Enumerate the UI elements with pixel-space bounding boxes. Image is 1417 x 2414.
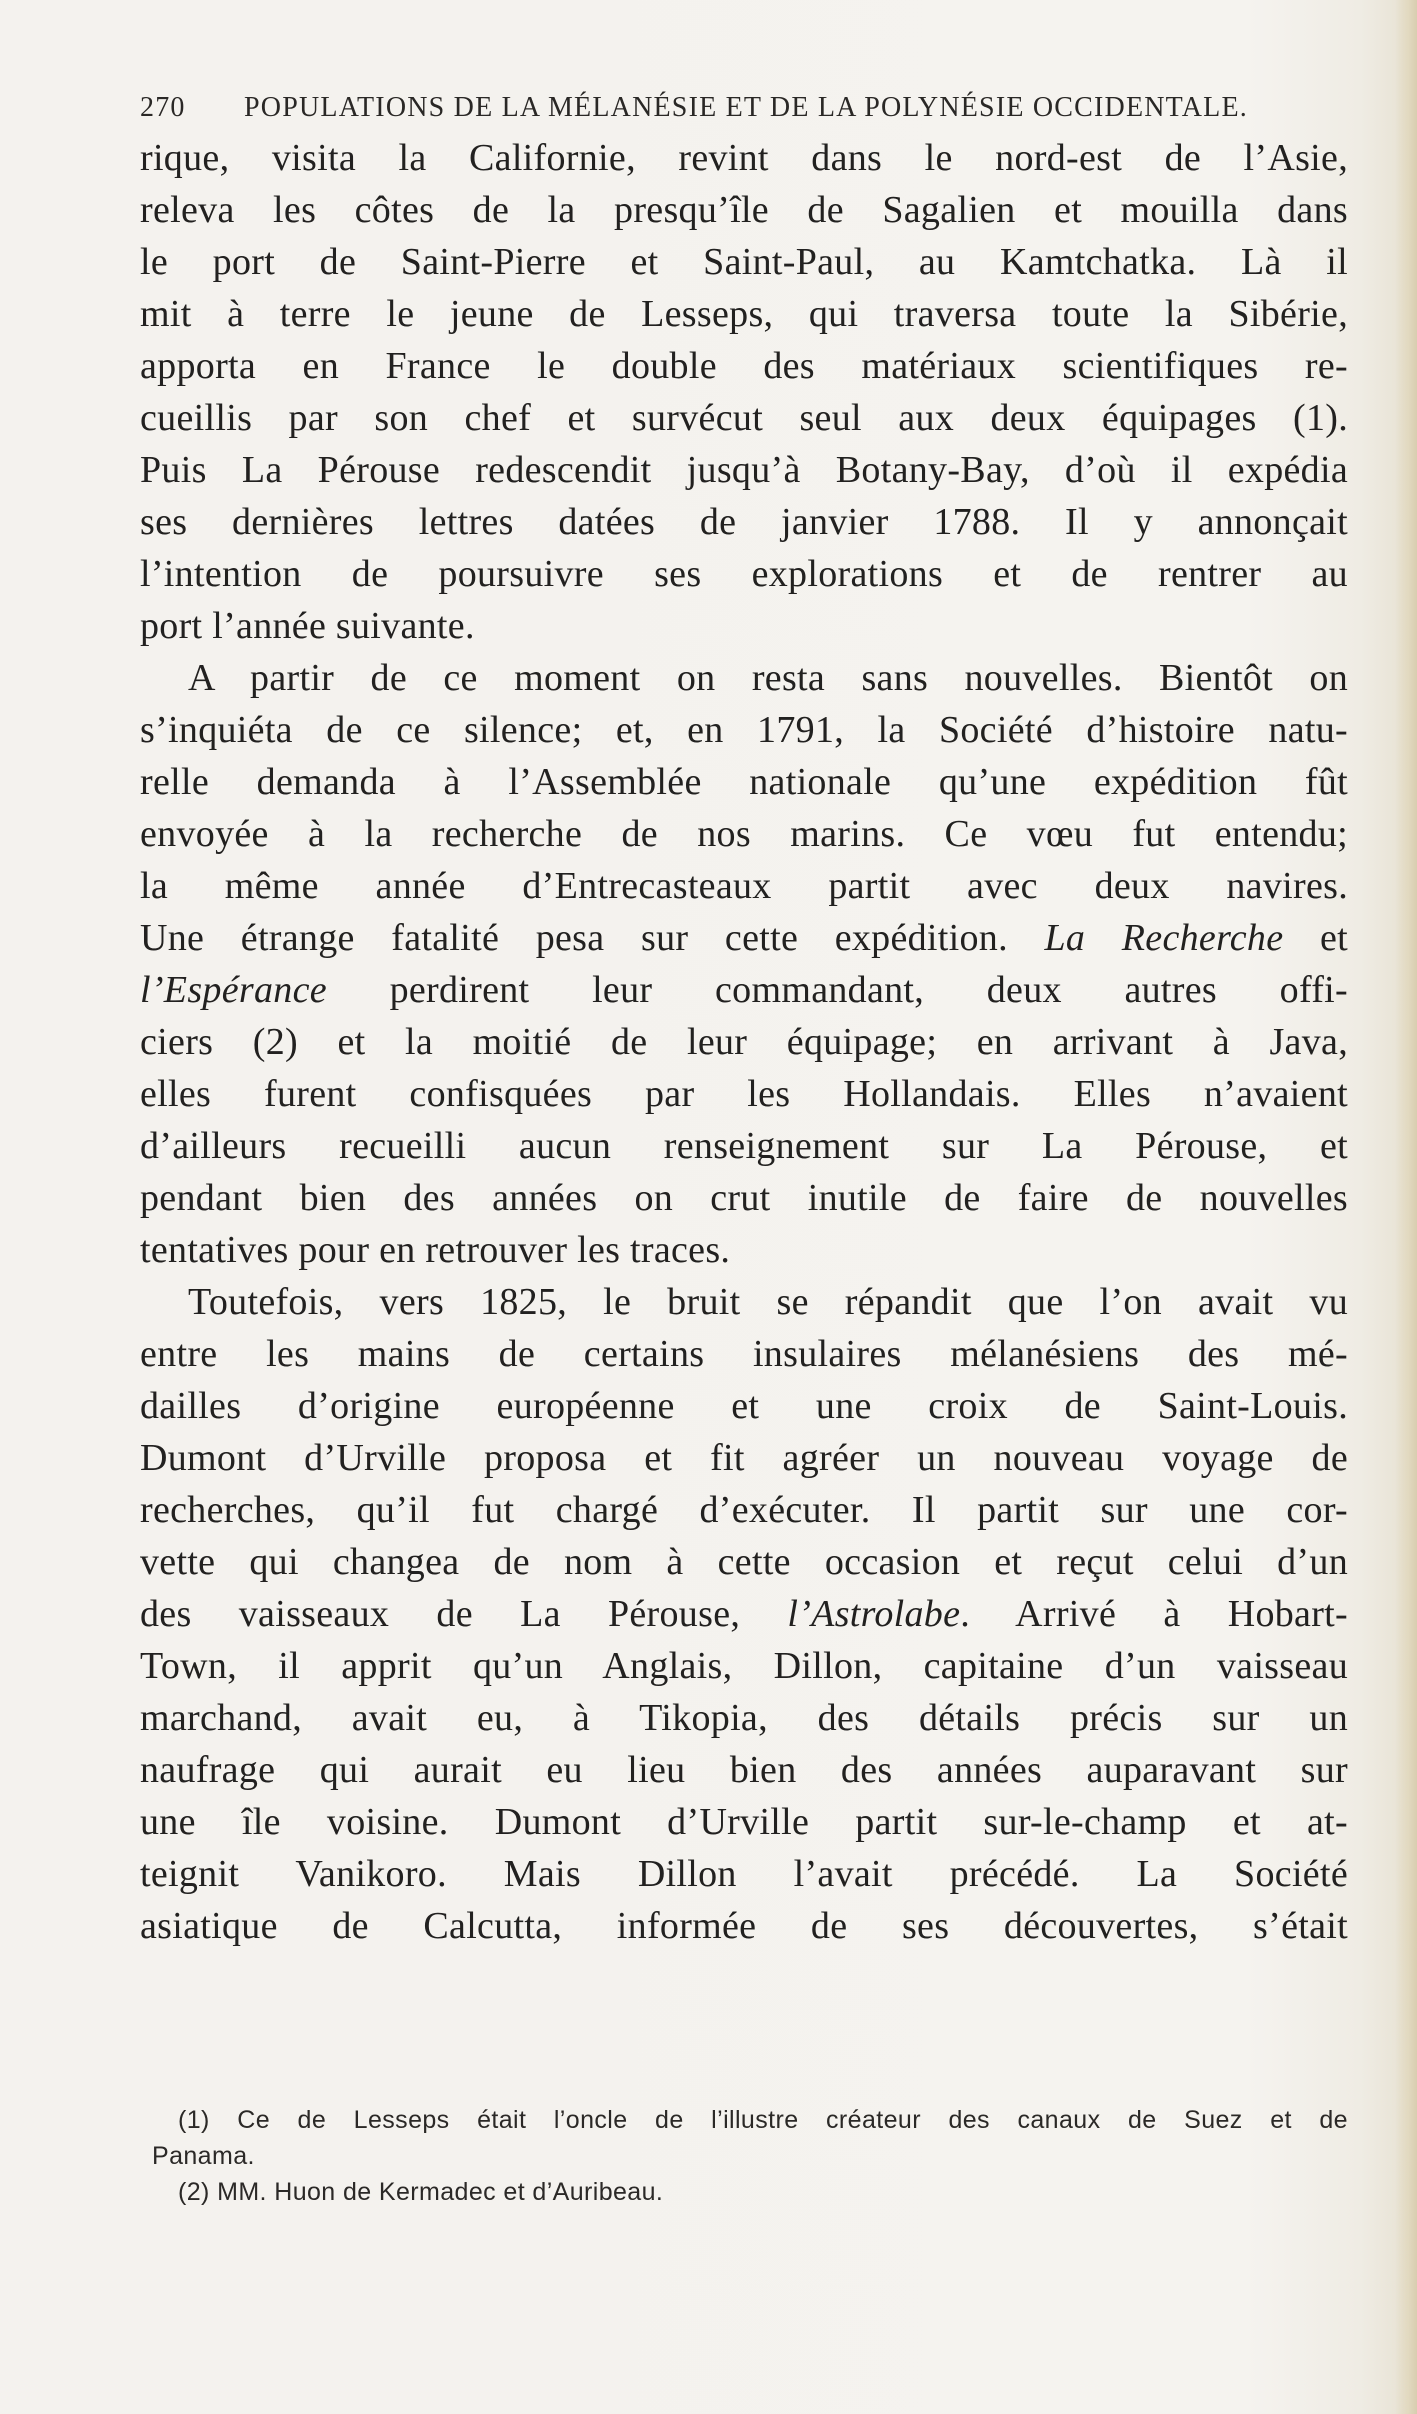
text-line: relle demanda à l’Assemblée nationale qu’une expédition fût <box>140 761 1348 803</box>
page-number: 270 <box>140 92 186 123</box>
text-line: rique, visita la Californie, revint dans le nord-est de l’Asie, <box>140 137 1348 179</box>
text-line: cueillis par son chef et survécut seul aux deux équipages (1). <box>140 397 1348 439</box>
text-line <box>140 912 1348 964</box>
text-line: envoyée à la recherche de nos marins. Ce vœu fut entendu; <box>140 813 1348 855</box>
running-header <box>140 92 1350 132</box>
text-line: naufrage qui aurait eu lieu bien des années auparavant sur <box>140 1749 1348 1791</box>
ship-name-italic: l’Astrolabe <box>787 1593 961 1635</box>
text-line: s’inquiéta de ce silence; et, en 1791, la Société d’histoire natu- <box>140 709 1348 751</box>
text-line: une île voisine. Dumont d’Urville partit sur-le-champ et at- <box>140 1801 1348 1843</box>
page-edge-shadow <box>1395 0 1417 2414</box>
text-line: apporta en France le double des matériaux scientifiques re- <box>140 345 1348 387</box>
text-line <box>140 1588 1348 1640</box>
text-line: marchand, avait eu, à Tikopia, des détails précis sur un <box>140 1697 1348 1739</box>
text-line: pendant bien des années on crut inutile de faire de nouvelles <box>140 1177 1348 1219</box>
text-fragment: des vaisseaux de La Pérouse, <box>140 1593 788 1635</box>
text-fragment: Une étrange fatalité pesa sur cette expédition. <box>140 917 1045 959</box>
text-line: elles furent confisquées par les Hollandais. Elles n’avaient <box>140 1073 1348 1115</box>
ship-name-italic: l’Espérance <box>140 969 327 1011</box>
text-line: Dumont d’Urville proposa et fit agréer un nouveau voyage de <box>140 1437 1348 1479</box>
text-line: teignit Vanikoro. Mais Dillon l’avait précédé. La Société <box>140 1853 1348 1895</box>
footnotes <box>140 2102 1348 2210</box>
text-fragment: perdirent leur commandant, deux autres offi- <box>326 969 1348 1011</box>
body-text <box>140 132 1348 1952</box>
text-fragment: et <box>1283 917 1348 959</box>
text-line: dailles d’origine européenne et une croix de Saint-Louis. <box>140 1385 1348 1427</box>
text-line <box>140 964 1348 1016</box>
text-line: Toutefois, vers 1825, le bruit se répandit que l’on avait vu <box>188 1281 1348 1323</box>
text-line: Town, il apprit qu’un Anglais, Dillon, capitaine d’un vaisseau <box>140 1645 1348 1687</box>
running-title: POPULATIONS DE LA MÉLANÉSIE ET DE LA POLYNÉSIE OCCIDENTALE. <box>244 92 1248 123</box>
text-line: Puis La Pérouse redescendit jusqu’à Botany-Bay, d’où il expédia <box>140 449 1348 491</box>
text-line: le port de Saint-Pierre et Saint-Paul, au Kamtchatka. Là il <box>140 241 1348 283</box>
text-line: releva les côtes de la presqu’île de Sagalien et mouilla dans <box>140 189 1348 231</box>
text-line: port l’année suivante. <box>140 605 475 647</box>
footnote-1-continuation: Panama. <box>152 2142 255 2170</box>
footnote-1: (1) Ce de Lesseps était l’oncle de l’illustre créateur des canaux de Suez et de <box>178 2106 1348 2134</box>
footnote-2: (2) MM. Huon de Kermadec et d’Auribeau. <box>178 2178 664 2206</box>
ship-name-italic: La Recherche <box>1044 917 1284 959</box>
text-line: recherches, qu’il fut chargé d’exécuter. Il partit sur une cor- <box>140 1489 1348 1531</box>
text-line: entre les mains de certains insulaires mélanésiens des mé- <box>140 1333 1348 1375</box>
text-line: vette qui changea de nom à cette occasion et reçut celui d’un <box>140 1541 1348 1583</box>
text-line: asiatique de Calcutta, informée de ses découvertes, s’était <box>140 1905 1348 1947</box>
text-line: mit à terre le jeune de Lesseps, qui traversa toute la Sibérie, <box>140 293 1348 335</box>
text-line: tentatives pour en retrouver les traces. <box>140 1229 731 1271</box>
text-line: la même année d’Entrecasteaux partit avec deux navires. <box>140 865 1348 907</box>
text-fragment: . Arrivé à Hobart- <box>960 1593 1348 1635</box>
text-line: ciers (2) et la moitié de leur équipage; en arrivant à Java, <box>140 1021 1348 1063</box>
text-line: l’intention de poursuivre ses explorations et de rentrer au <box>140 553 1348 595</box>
text-line: A partir de ce moment on resta sans nouvelles. Bientôt on <box>188 657 1348 699</box>
text-line: d’ailleurs recueilli aucun renseignement sur La Pérouse, et <box>140 1125 1348 1167</box>
text-line: ses dernières lettres datées de janvier 1788. Il y annonçait <box>140 501 1348 543</box>
